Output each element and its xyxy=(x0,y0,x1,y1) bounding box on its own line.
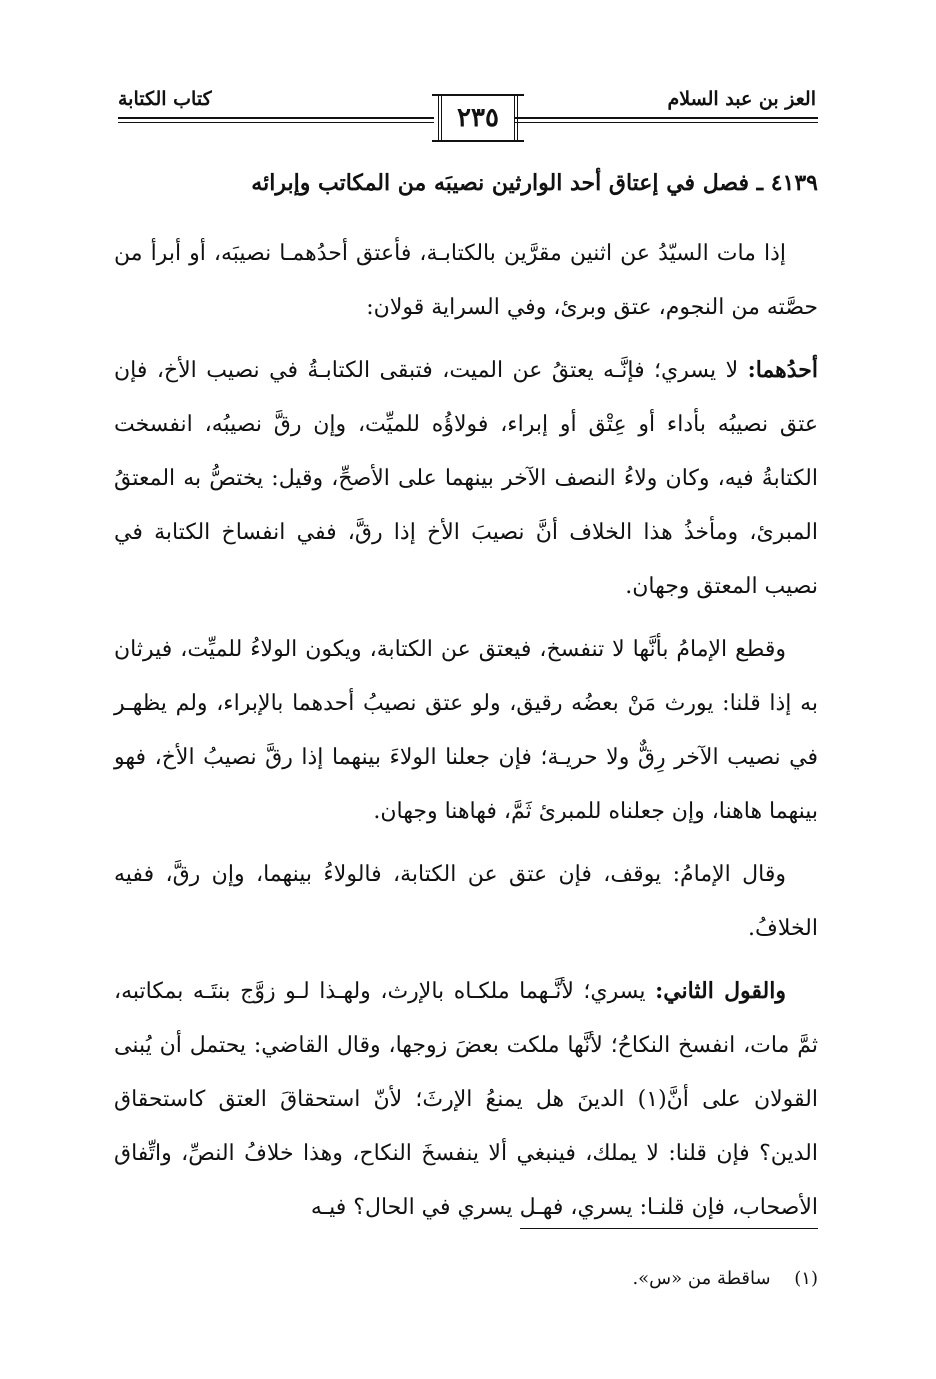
paragraph-5: والقول الثاني: يسري؛ لأنَّـهما ملكـاه بالإرث، ولهـذا لـو زوَّج بنتَـه بمكاتبه، ثمَّ مات، انفسخ النكاحُ؛ لأنَّها ملكت بعضَ زوجها، وقال القاضي: يحتمل أن يُبنى القولان على أنَّ(١) الدينَ هل يمنعُ الإرثَ؛ لأنّ استحقاقَ العتق كاستحقاق الدين؟ فإن قلنا: لا يملك، فينبغي ألا ينفسخَ النكاح، وهذا خلافُ النصِّ، واتِّفاق الأصحاب، فإن قلنـا: يسري، فهـل يسري في الحال؟ فيـه xyxy=(114,978,818,1220)
header-rule-right xyxy=(514,117,818,119)
main-text xyxy=(114,226,818,1243)
page-number-frame xyxy=(438,96,518,140)
paragraph-3: وقطع الإمامُ بأنَّها لا تنفسخ، فيعتق عن الكتابة، ويكون الولاءُ للميِّت، فيرثان به إذا قلنا: يورث مَنْ بعضُه رقيق، ولو عتق نصيبُ أحدهما بالإبراء، ولم يظهـر في نصيب الآخر رِقٌّ ولا حريـة؛ فإن جعلنا الولاءَ بينهما إذا رقَّ نصيبُ الأخ، فهو بينهما هاهنا، وإن جعلناه للمبرئ ثَمَّ، فهاهنا وجهان. xyxy=(114,637,818,824)
paragraph-lead: أحدُهما: xyxy=(747,357,818,383)
page-number: ٢٣٥ xyxy=(457,103,499,133)
footnote-text: ساقطة من «س». xyxy=(632,1268,771,1289)
header-rule-left xyxy=(118,117,434,119)
footnote-number: (١) xyxy=(794,1268,818,1289)
footnote xyxy=(632,1268,818,1289)
paragraph-1: إذا مات السيّدُ عن اثنين مقرَّين بالكتابـة، فأعتق أحدُهمـا نصيبَه، أو أبرأ من حصَّته من النجوم، عتق وبرئ، وفي السراية قولان: xyxy=(114,241,818,320)
paragraph-2: أحدُهما: لا يسري؛ فإنَّـه يعتقُ عن الميت، فتبقى الكتابـةُ في نصيب الأخ، فإن عتق نصيبُه بأداء أو عِتْق أو إبراء، فولاؤُه للميِّت، وإن رقَّ نصيبُه، انفسخت الكتابةُ فيه، وكان ولاءُ النصف الآخر بينهما على الأصحِّ، وقيل: يختصُّ به المعتقُ المبرئ، ومأخذُ هذا الخلاف أنَّ نصيبَ الأخ إذا رقَّ، ففي انفساخ الكتابة في نصيب المعتق وجهان. xyxy=(114,357,818,599)
paragraph-lead: والقول الثاني: xyxy=(655,978,786,1004)
running-header-left: كتاب الكتابة xyxy=(118,88,212,110)
section-title: ٤١٣٩ ـ فصل في إعتاق أحد الوارثين نصيبَه من المكاتب وإبرائه xyxy=(251,170,818,196)
header-rule-left-thin xyxy=(118,122,434,123)
paragraph-4: وقال الإمامُ: يوقف، فإن عتق عن الكتابة، فالولاءُ بينهما، وإن رقَّ، ففيه الخلافُ. xyxy=(114,862,818,941)
footnote-separator xyxy=(520,1228,818,1229)
header-rule-right-thin xyxy=(514,122,818,123)
running-header-right: العز بن عبد السلام xyxy=(667,88,816,110)
